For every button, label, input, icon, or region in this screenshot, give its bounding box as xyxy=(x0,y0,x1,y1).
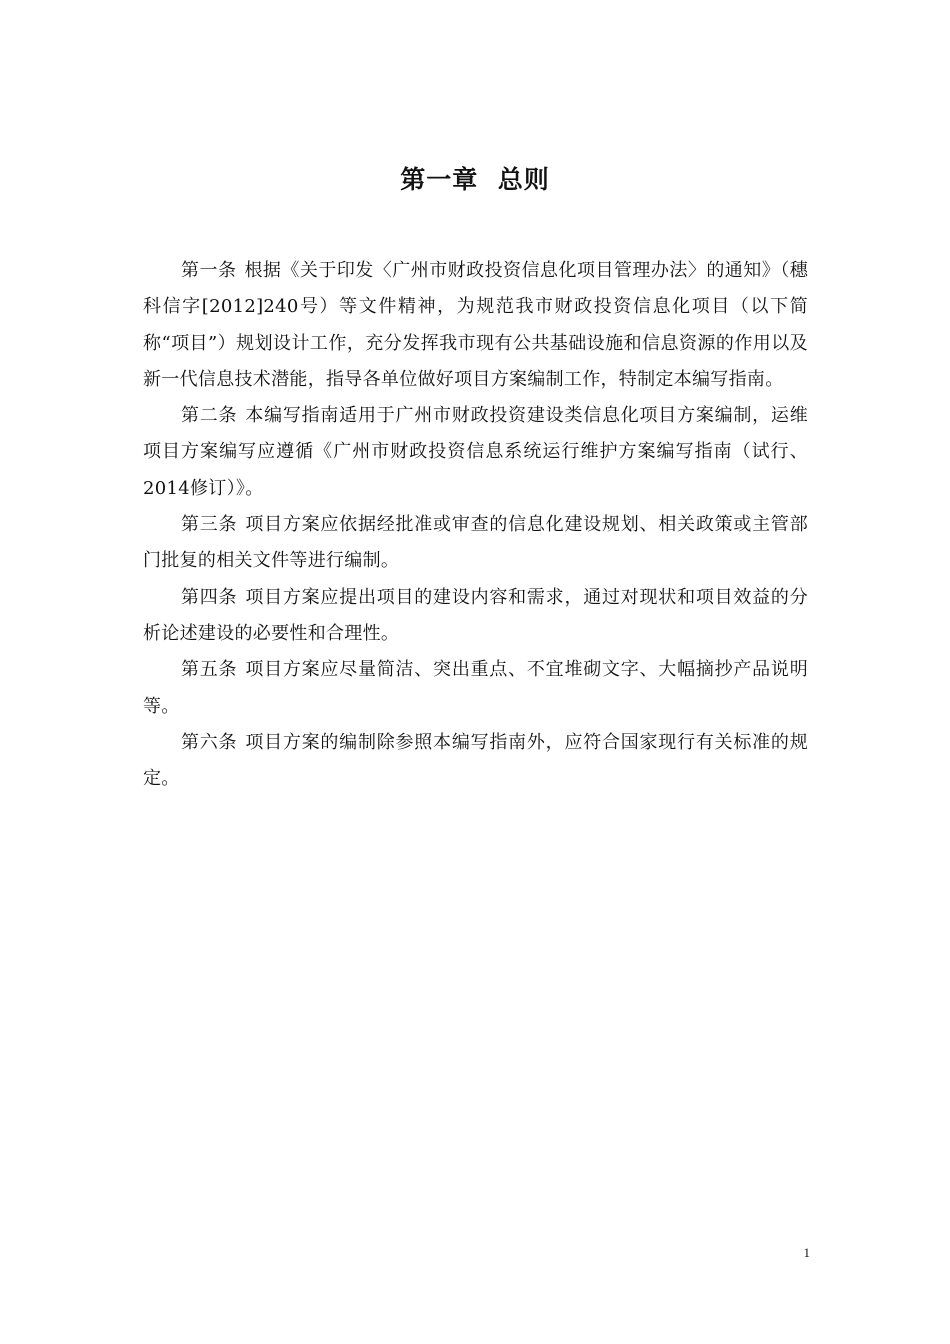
article-number: 第三条 xyxy=(181,514,238,536)
article-number: 第二条 xyxy=(181,405,238,427)
article-number: 第一条 xyxy=(181,260,237,281)
article-number: 第六条 xyxy=(181,731,238,753)
article-text: 项目方案应依据经批准或审查的信息化建设规划、相关政策或主管部门批复的相关文件等进行编制。 xyxy=(143,514,809,572)
page-number: 1 xyxy=(803,1245,810,1260)
article-text: 项目方案应提出项目的建设内容和需求，通过对现状和项目效益的分析论述建设的必要性和合理性。 xyxy=(143,586,809,644)
article-text: 本编写指南适用于广州市财政投资建设类信息化项目方案编制，运维项目方案编写应遵循《广州市财政投资信息系统运行维护方案编写指南（试行、2014修订）》。 xyxy=(143,405,809,499)
article-6 xyxy=(143,725,808,798)
article-2 xyxy=(143,398,808,507)
article-text: 根据《关于印发〈广州市财政投资信息化项目管理办法〉的通知》（穗科信字[2012]240号）等文件精神，为规范我市财政投资信息化项目（以下简称“项目”）规划设计工作，充分发挥我市现有公共基础设施和信息资源的作用以及新一代信息技术潜能，指导各单位做好项目方案编制工作，特制定本编写指南。 xyxy=(143,260,809,390)
article-4 xyxy=(143,580,808,653)
article-1 xyxy=(143,253,808,398)
article-number: 第四条 xyxy=(181,586,238,608)
article-text: 项目方案应尽量简洁、突出重点、不宜堆砌文字、大幅摘抄产品说明等。 xyxy=(143,659,809,717)
chapter-body xyxy=(143,253,808,797)
chapter-title: 第一章 总则 xyxy=(400,165,550,194)
article-number: 第五条 xyxy=(181,659,238,681)
article-3 xyxy=(143,507,808,580)
article-5 xyxy=(143,652,808,725)
article-text: 项目方案的编制除参照本编写指南外，应符合国家现行有关标准的规定。 xyxy=(143,731,809,790)
